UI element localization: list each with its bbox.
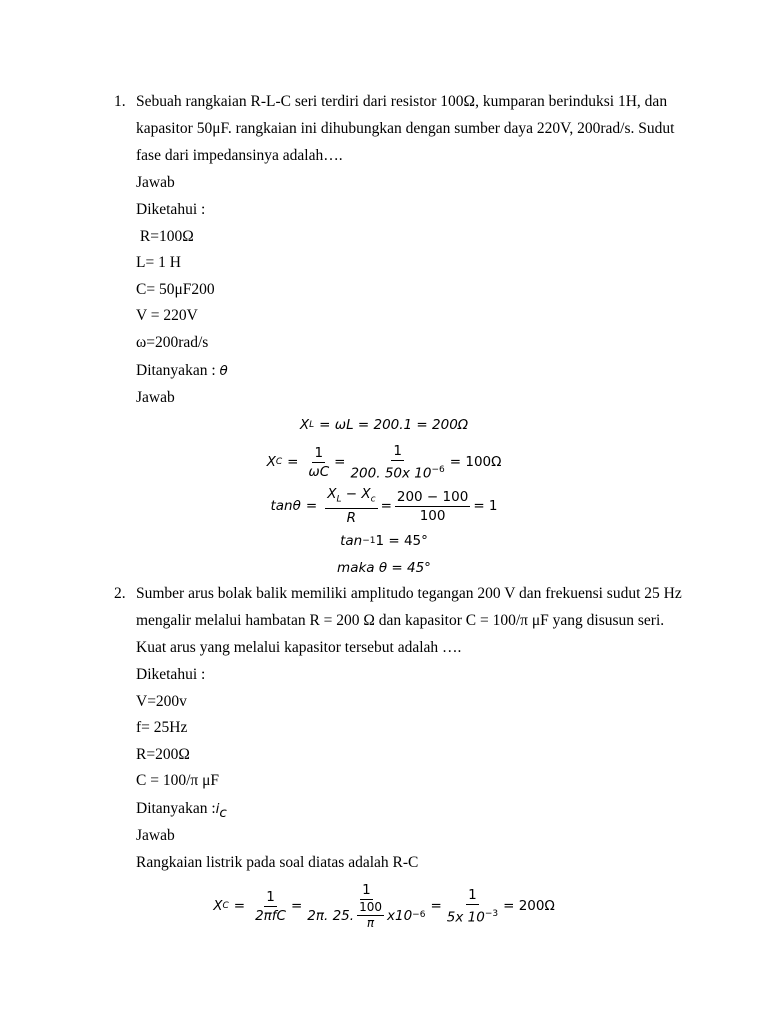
problem-1-known-r: R=100Ω bbox=[136, 228, 194, 245]
problem-2-known-r: R=200Ω bbox=[136, 746, 190, 763]
problem-1-known-v: V = 220V bbox=[136, 307, 198, 324]
fraction: $\frac{1}{5x 10^{-3}}$ bbox=[446, 886, 499, 926]
problem-1-asked bbox=[136, 361, 228, 381]
problem-2-question-line-1: Sumber arus bolak balik memiliki amplitudo tegangan 200 V dan frekuensi sudut 25 Hz bbox=[136, 585, 682, 602]
problem-2-number: 2. bbox=[114, 585, 126, 602]
problem-1-answer-label: Jawab bbox=[136, 174, 175, 191]
problem-2-question-line-2: mengalir melalui hambatan R = 200 Ω dan kapasitor C = 100/π μF yang disusun seri. bbox=[136, 612, 665, 629]
fraction: 1 2π. 25. $\frac{100}{\pi}$ x10 −6 bbox=[307, 882, 426, 930]
problem-2-asked-symbol: i bbox=[215, 801, 220, 817]
problem-1-known-c: C= 50μF200 bbox=[136, 281, 215, 298]
problem-1-number: 1. bbox=[114, 93, 126, 110]
problem-2-answer-label: Jawab bbox=[136, 827, 175, 844]
problem-1-equation-xc: X C = $\frac{1}{\omega C}$ = $\frac{1}{200. 50x 10^{-6}}$ = 100Ω bbox=[266, 442, 502, 482]
problem-2-asked-label: Ditanyakan : bbox=[136, 800, 216, 817]
problem-2-known-label: Diketahui : bbox=[136, 666, 206, 683]
problem-1-known-label: Diketahui : bbox=[136, 201, 206, 218]
fraction: $\frac{1}{200. 50x 10^{-6}}$ bbox=[350, 442, 445, 482]
fraction: $\frac{200 - 100}{100}$ bbox=[396, 488, 469, 524]
problem-1-known-omega: ω=200rad/s bbox=[136, 334, 209, 351]
problem-1-question-line-3: fase dari impedansinya adalah…. bbox=[136, 147, 343, 164]
problem-1-equation-xl: X L = ωL = 200.1 = 200Ω bbox=[299, 417, 469, 433]
problem-2-question-line-3: Kuat arus yang melalui kapasitor tersebut adalah …. bbox=[136, 639, 462, 656]
problem-2-asked: Ditanyakan $:i_c$ bbox=[136, 800, 227, 822]
problem-1-equation-tan: tanθ = $\frac{X_L - X_c}{R}$ = $\frac{200 - 100}{100}$ = 1 bbox=[270, 485, 498, 527]
fraction: $\frac{X_L - X_c}{R}$ bbox=[327, 485, 376, 527]
problem-1-answer-label-2: Jawab bbox=[136, 389, 175, 406]
problem-2-known-v: V=200v bbox=[136, 693, 187, 710]
fraction: $\frac{1}{\omega C}$ bbox=[308, 444, 330, 480]
problem-2-equation-xc: X C = $\frac{1}{\text{2πfC}}$ = 1 2π. 25. $\frac{100}{\pi}$ x10 −6 = $\frac{1}{5x 10^{-3}}$ = 200Ω bbox=[213, 882, 555, 930]
problem-1-equation-result: maka θ = 45° bbox=[337, 560, 431, 576]
problem-1-asked-label: Ditanyakan : bbox=[136, 362, 216, 379]
fraction: $\frac{1}{\text{2πfC}}$ bbox=[255, 888, 286, 924]
fraction: $\frac{100}{\pi}$ bbox=[359, 900, 382, 930]
problem-1-equation-arctan: tan −1 1 = 45° bbox=[340, 533, 428, 549]
problem-2-circuit-note: Rangkaian listrik pada soal diatas adalah R-C bbox=[136, 854, 419, 871]
problem-2-known-c: C = 100/π μF bbox=[136, 772, 220, 789]
problem-1-known-l: L= 1 H bbox=[136, 254, 181, 271]
problem-1-question-line-2: kapasitor 50μF. rangkaian ini dihubungkan dengan sumber daya 220V, 200rad/s. Sudut bbox=[136, 120, 675, 137]
problem-1-question-line-1: Sebuah rangkaian R-L-C seri terdiri dari resistor 100Ω, kumparan berinduksi 1H, dan bbox=[136, 93, 668, 110]
problem-1-asked-symbol: θ bbox=[219, 363, 228, 379]
problem-2-known-f: f= 25Hz bbox=[136, 719, 188, 736]
